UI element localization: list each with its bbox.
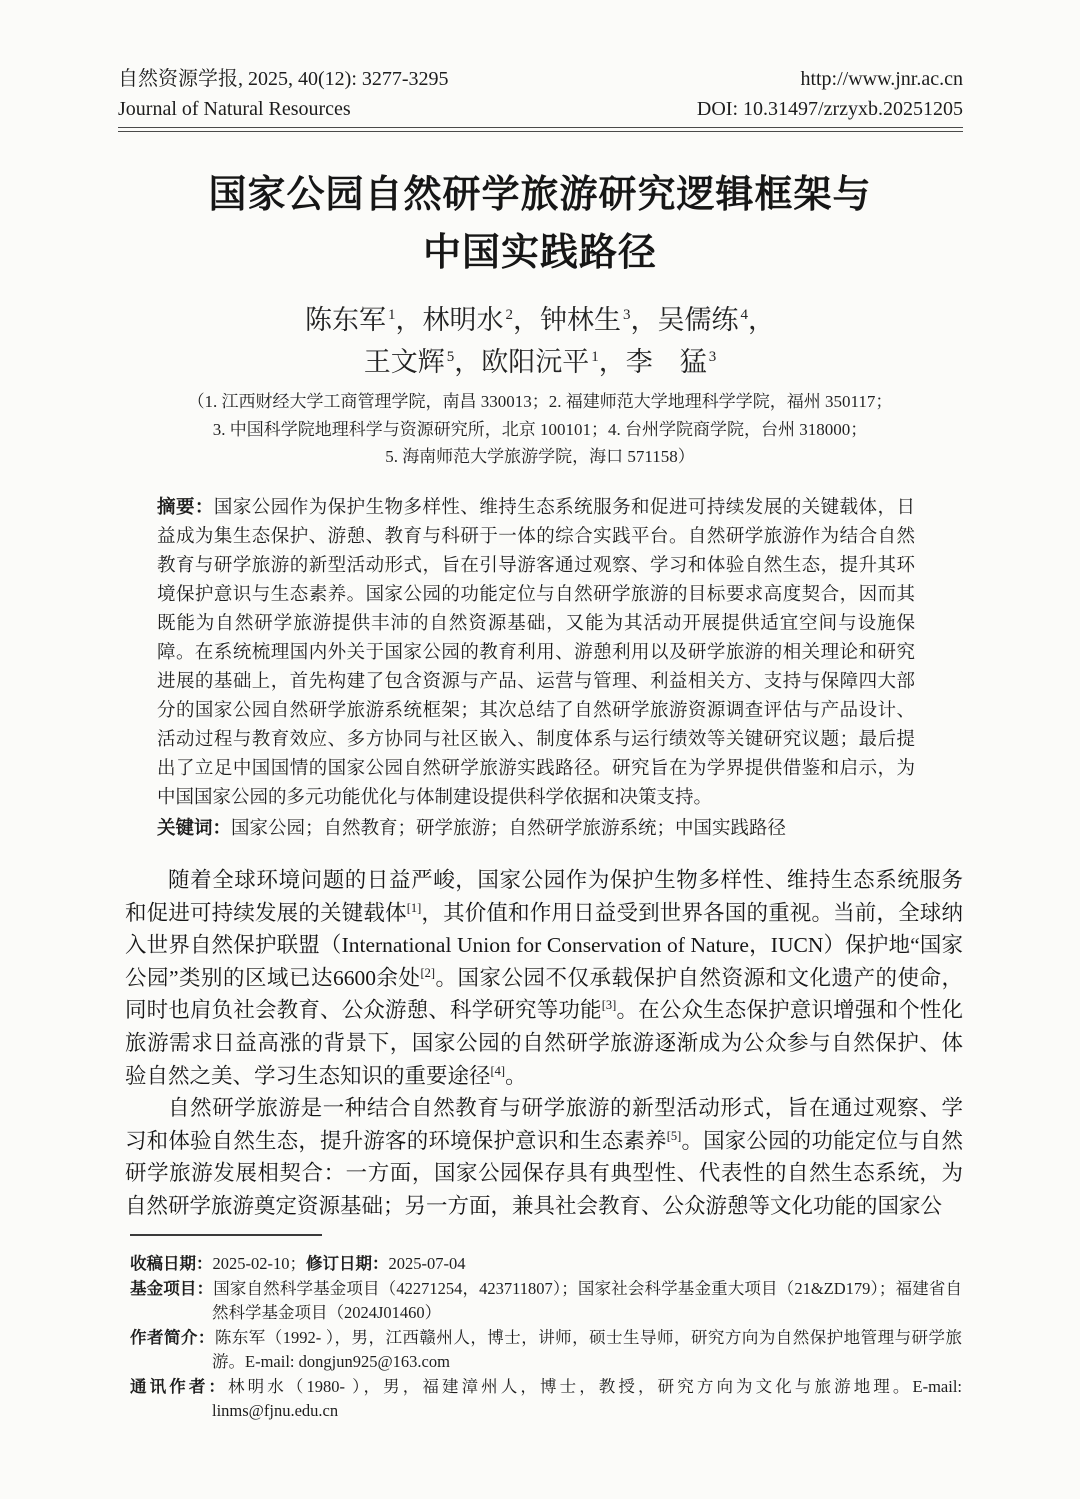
author-affiliation-superscript: 3 — [623, 307, 631, 323]
received-date-value: 2025-02-10； — [212, 1254, 306, 1273]
abstract-text: 国家公园作为保护生物多样性、维持生态系统服务和促进可持续发展的关键载体，日益成为集生态保护、游憩、教育与科研于一体的综合实践平台。自然研学旅游作为结合自然教育与研学旅游的新型活动形式，旨在引导游客通过观察、学习和体验自然生态，提升其环境保护意识与生态素养。国家公园的功能定位与自然研学旅游的目标要求高度契合，因而其既能为自然研学旅游提供丰沛的自然资源基础，又能为其活动开展提供适宜空间与设施保障。在系统梳理国内外关于国家公园的教育利用、游憩利用以及研学旅游的相关理论和研究进展的基础上，首先构建了包含资源与产品、运营与管理、利益相关方、支持与保障四大部分的国家公园自然研学旅游系统框架；其次总结了自然研学旅游资源调查评估与产品设计、活动过程与教育效应、多方协同与社区嵌入、制度体系与运行绩效等关键研究议题；最后提出了立足中国国情的国家公园自然研学旅游实践路径。研究旨在为学界提供借鉴和启示，为中国国家公园的多元功能优化与体制建设提供科学依据和决策支持。 — [157, 498, 915, 808]
footnote-corresponding-author — [130, 1375, 962, 1424]
reference-marker: [2] — [420, 965, 436, 980]
author-name: 吴儒练 $^4$， — [657, 305, 775, 335]
reference-marker: [3] — [601, 998, 617, 1013]
funding-text: 国家自然科学基金项目（42271254，423711807）；国家社会科学基金重大项目（21&ZD179）；福建省自然科学基金项目（2024J01460） — [212, 1278, 963, 1322]
author-bio-text: 陈东军（1992- ），男，江西赣州人，博士，讲师，硕士生导师，研究方向为自然保护地管理与研学旅游。E-mail: dongjun925@163.com — [212, 1327, 963, 1371]
funding-label: 基金项目： — [130, 1279, 214, 1298]
author-affiliation-superscript: 4 — [740, 307, 748, 323]
author-name: 陈东军 $^1$， — [305, 305, 423, 335]
revised-date-value: 2025-07-04 — [388, 1254, 466, 1273]
author-separator: ， — [454, 347, 482, 377]
keywords-text: 国家公园；自然教育；研学旅游；自然研学旅游系统；中国实践路径 — [231, 819, 787, 839]
footnote-section — [130, 1252, 962, 1424]
author-name: 钟林生 $^3$， — [540, 305, 658, 335]
affiliation-list — [0, 388, 1080, 471]
body-text — [125, 864, 963, 1223]
corresponding-author-text: 林明水（1980- ），男，福建漳州人，博士，教授，研究方向为文化与旅游地理。E-mail: linms@fjnu.edu.cn — [212, 1376, 962, 1420]
journal-issue-info: 自然资源学报, 2025, 40(12): 3277-3295 — [118, 68, 449, 90]
abstract-section — [157, 492, 915, 844]
journal-header — [118, 64, 963, 124]
received-date-label: 收稿日期： — [130, 1255, 213, 1273]
journal-website: http://www.jnr.ac.cn — [800, 68, 963, 90]
paper-title — [0, 166, 1080, 282]
affiliation-line: （1. 江西财经大学工商管理学院，南昌 330013；2. 福建师范大学地理科学学院，福州 350117； — [187, 392, 893, 411]
footnote-author-bio — [130, 1326, 962, 1375]
footnote-funding — [130, 1277, 962, 1326]
author-line-2 — [0, 341, 1080, 383]
author-name: 王文辉 $^5$， — [363, 347, 482, 377]
abstract-paragraph — [157, 492, 915, 813]
author-name: 李 猛 $^3$ — [625, 347, 717, 377]
author-separator: ， — [598, 347, 626, 377]
corresponding-author-label: 通讯作者： — [130, 1377, 229, 1396]
paper-title-line2: 中国实践路径 — [422, 232, 657, 274]
author-affiliation-superscript: 2 — [505, 307, 513, 323]
revised-date-label: 修订日期： — [306, 1255, 389, 1273]
reference-marker: [5] — [666, 1128, 682, 1143]
header-divider — [118, 127, 963, 132]
abstract-label: 摘要： — [157, 496, 214, 517]
author-bio-label: 作者简介： — [130, 1328, 215, 1347]
journal-name-english: Journal of Natural Resources — [118, 98, 351, 120]
body-paragraph-1: 随着全球环境问题的日益严峻，国家公园作为保护生物多样性、维持生态系统服务和促进可持续发展的关键载体[1]，其价值和作用日益受到世界各国的重视。当前，全球纳入世界自然保护联盟（International Union for Conservation of Nature，IUCN）保护地“国家公园”类别的区域已达6600余处[2]。国家公园不仅承载保护自然资源和文化遗产的使命，同时也肩负社会教育、公众游憩、科学研究等功能[3]。在公众生态保护意识增强和个性化旅游需求日益高涨的背景下，国家公园的自然研学旅游逐渐成为公众参与自然保护、体验自然之美、学习生态知识的重要途径[4]。 — [125, 868, 963, 1088]
journal-doi: DOI: 10.31497/zrzyxb.20251205 — [696, 98, 963, 120]
author-affiliation-superscript: 1 — [388, 307, 396, 323]
author-affiliation-superscript: 1 — [591, 349, 599, 365]
footnote-dates — [130, 1252, 962, 1277]
author-name: 欧阳沅平 $^1$， — [481, 347, 626, 377]
paper-title-line1: 国家公园自然研学旅游研究逻辑框架与 — [208, 174, 872, 216]
keywords-line — [157, 813, 915, 844]
reference-marker: [4] — [490, 1063, 506, 1078]
author-affiliation-superscript: 3 — [708, 349, 717, 365]
footnote-divider — [130, 1234, 322, 1236]
reference-marker: [1] — [406, 900, 422, 915]
affiliation-line: 3. 中国科学院地理科学与资源研究所，北京 100101；4. 台州学院商学院，台州 318000； — [212, 419, 868, 439]
author-name: 林明水 $^2$， — [422, 305, 540, 335]
author-separator: ， — [395, 305, 423, 335]
author-separator: ， — [748, 305, 775, 335]
author-separator: ， — [630, 305, 658, 335]
author-list — [0, 299, 1080, 383]
author-line-1 — [0, 299, 1080, 341]
keywords-label: 关键词： — [157, 817, 232, 838]
author-separator: ， — [513, 305, 540, 335]
body-paragraph-2: 自然研学旅游是一种结合自然教育与研学旅游的新型活动形式，旨在通过观察、学习和体验自然生态，提升游客的环境保护意识和生态素养[5]。国家公园的功能定位与自然研学旅游发展相契合：一方面，国家公园保存具有典型性、代表性的自然生态系统，为自然研学旅游奠定资源基础；另一方面，兼具社会教育、公众游憩等文化功能的国家公 — [125, 1096, 963, 1218]
affiliation-line: 5. 海南师范大学旅游学院，海口 571158） — [385, 447, 695, 466]
author-affiliation-superscript: 5 — [446, 349, 455, 365]
